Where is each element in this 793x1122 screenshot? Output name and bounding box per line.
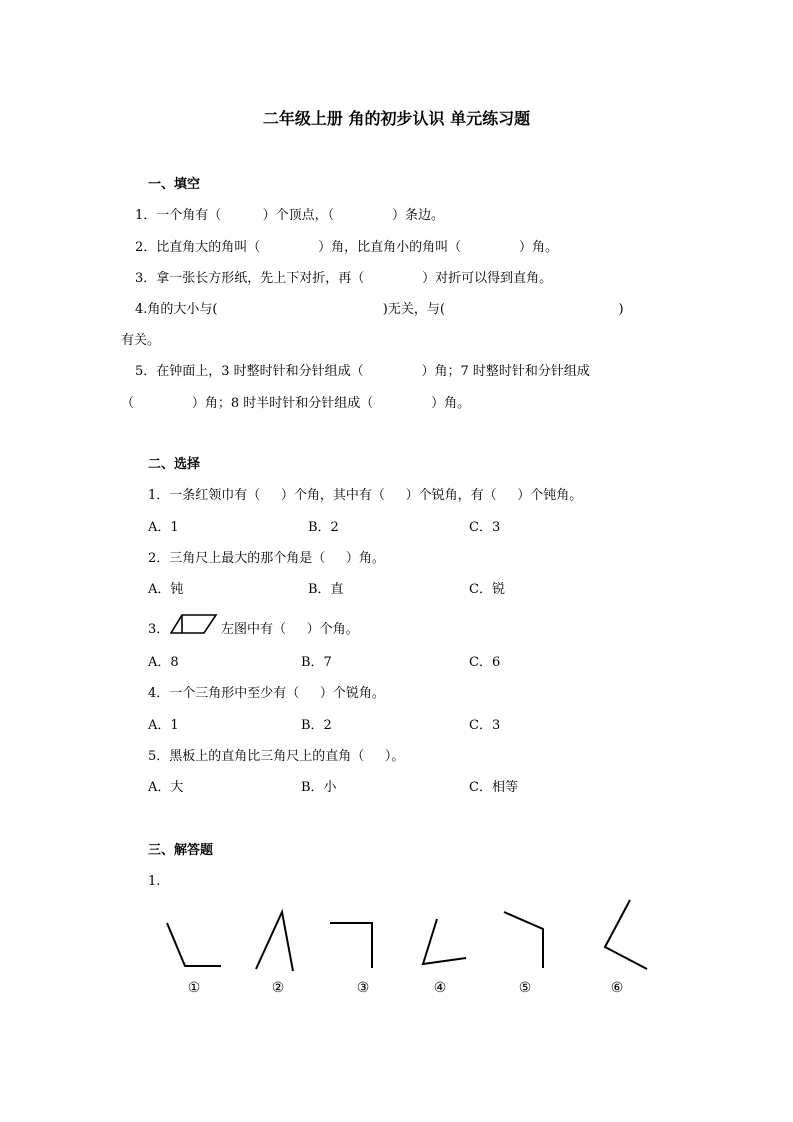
fill-question-4-tail: 有关。 <box>121 333 161 348</box>
fill-question-1: 1．一个角有（ ）个顶点，（ ）条边。 <box>135 208 444 223</box>
fill-question-5-cont: （ ）角；8 时半时针和分针组成（ ）角。 <box>121 396 471 411</box>
angle-label-2: ② <box>271 980 285 996</box>
fill-question-2: 2．比直角大的角叫（ ）角，比直角小的角叫（ ）角。 <box>135 240 558 255</box>
choice-question-2: 2．三角尺上最大的那个角是（ ）角。 <box>148 551 385 566</box>
angle-label-4: ④ <box>433 980 447 996</box>
choice-5-option-c: C．相等 <box>469 780 518 795</box>
choice-4-option-b: B．2 <box>301 718 332 733</box>
section-answer-heading: 三、解答题 <box>148 843 214 858</box>
angle-label-6: ⑥ <box>610 980 624 996</box>
choice-2-option-c: C．锐 <box>469 582 505 597</box>
choice-4-option-a: A．1 <box>148 718 179 733</box>
choice-4-option-c: C．3 <box>469 718 501 733</box>
choice-3-option-a: A．8 <box>148 655 179 670</box>
choice-question-3: 左图中有（ ）个角。 <box>221 622 359 637</box>
angle-1 <box>167 923 221 966</box>
choice-3-option-c: C．6 <box>469 655 501 670</box>
choice-2-option-a: A．钝 <box>148 582 184 597</box>
fill-question-5: 5．在钟面上，3 时整时针和分针组成（ ）角；7 时整时针和分针组成 <box>135 364 590 379</box>
choice-question-4: 4．一个三角形中至少有（ ）个锐角。 <box>148 686 385 701</box>
angle-4 <box>423 919 466 964</box>
choice-question-1: 1．一条红领巾有（ ）个角，其中有（ ）个锐角，有（ ）个钝角。 <box>148 488 583 503</box>
angle-label-5: ⑤ <box>518 980 532 996</box>
choice-3-option-b: B．7 <box>301 655 332 670</box>
choice-2-option-b: B．直 <box>308 582 344 597</box>
section-fill-heading: 一、填空 <box>148 177 201 192</box>
choice-1-option-b: B．2 <box>308 520 339 535</box>
angle-label-1: ① <box>187 980 201 996</box>
angle-2 <box>256 912 293 971</box>
fill-question-3: 3．拿一张长方形纸，先上下对折，再（ ）对折可以得到直角。 <box>135 271 553 286</box>
fill-question-4: 4.角的大小与( )无关，与( ) <box>135 302 624 317</box>
angle-5 <box>504 912 543 968</box>
page-title: 二年级上册 角的初步认识 单元练习题 <box>262 109 531 128</box>
choice-1-option-c: C．3 <box>469 520 501 535</box>
angle-label-3: ③ <box>356 980 370 996</box>
choice-question-3-number: 3． <box>148 622 170 637</box>
choice-5-option-a: A．大 <box>148 780 184 795</box>
angle-3 <box>330 923 372 968</box>
choice-5-option-b: B．小 <box>301 780 337 795</box>
answer-question-1: 1. <box>148 874 161 889</box>
choice-1-option-a: A．1 <box>148 520 179 535</box>
angle-6 <box>605 900 647 969</box>
choice-question-5: 5．黑板上的直角比三角尺上的直角（ ）。 <box>148 749 405 764</box>
angle-figures <box>150 890 670 980</box>
parallelogram-figure <box>170 613 218 635</box>
section-choice-heading: 二、选择 <box>148 457 201 472</box>
